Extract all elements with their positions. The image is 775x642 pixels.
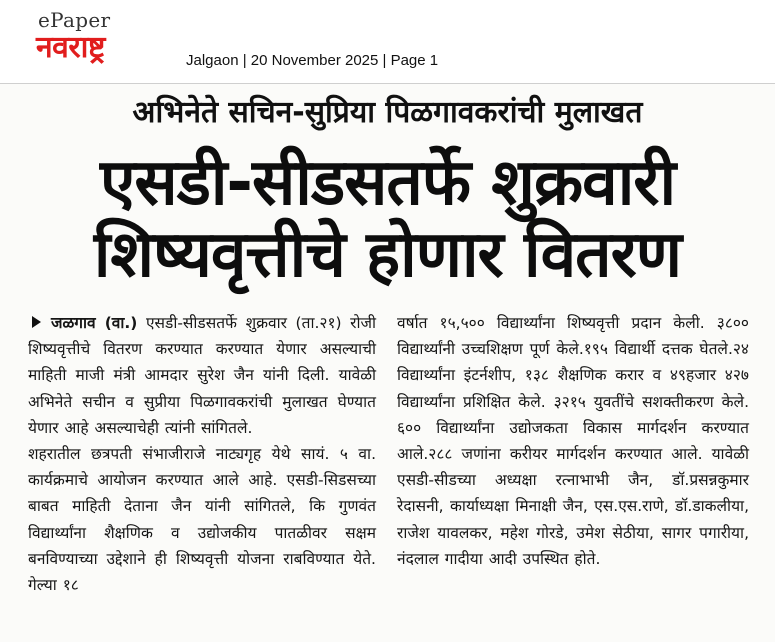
dateline: जळगाव (वा.) bbox=[51, 314, 138, 332]
paragraph: शहरातील छत्रपती संभाजीराजे नाट्यगृह येथे सायं. ५ वा. कार्यक्रमाचे आयोजन करण्यात आले आहे. एसडी-सिडसच्या बाबत माहिती देताना जैन यांनी सांगितले, कि गुणवंत विद्यार्थ्यांना शैक्षणिक व उद्योजकीय पातळीवर सक्षम बनविण्याच्या उद्देशाने ही शिष्यवृत्ती योजना राबविण्यात येते. गेल्या १८ bbox=[28, 445, 376, 595]
article-column-right bbox=[397, 310, 749, 572]
article-kicker: अभिनेते सचिन-सुप्रिया पिळगावकरांची मुलाखत bbox=[132, 95, 643, 130]
headline-line-1: एसडी-सीडसतर्फे शुक्रवारी bbox=[99, 146, 676, 220]
triangle-right-icon bbox=[32, 316, 41, 328]
news-clipping bbox=[0, 84, 775, 642]
paragraph: वर्षात १५,५०० विद्यार्थ्यांना शिष्यवृत्ती प्रदान केली. ३८०० विद्यार्थ्यांनी उच्चशिक्षण पूर्ण केले.१९५ विद्यार्थी दत्तक घेतले.२४ विद्यार्थ्यांना इंटर्नशीप, १३८ शैक्षणिक करार व ४९हजार ४२७ विद्यार्थ्यांना प्रशिक्षित केले. ३२१५ युवतींचे सशक्तीकरण केले. ६०० विद्यार्थ्यांना उद्योजकता विकास मार्गदर्शन करण्यात आले.२८८ जणांना करीयर मार्गदर्शन करण्यात आले. यावेळी एसडी-सीडच्या अध्यक्षा रत्नाभाभी जैन, डॉ.प्रसन्नकुमार रेदासनी, कार्याध्यक्षा मिनाक्षी जैन, एस.एस.राणे, डॉ.डाकलीया, राजेश यावलकर, महेश गोरडे, उमेश सेठीया, सागर पगारीया, नंदलाल गादीया आदी उपस्थित होते. bbox=[397, 314, 749, 568]
edition-info: Jalgaon | 20 November 2025 | Page 1 bbox=[186, 52, 439, 69]
paragraph bbox=[28, 310, 376, 441]
paragraph-text: एसडी-सीडसतर्फे शुक्रवार (ता.२१) रोजी शिष्यवृत्तीचे वितरण करण्यात करण्यात येणार असल्याची माहिती माजी मंत्री आमदार सुरेश जैन यांनी दिली. यावेळी अभिनेते सचीन व सुप्रीया पिळगावकरांची मुलाखत घेण्यात येणार आहे असल्याचेही त्यांनी सांगितले. bbox=[28, 314, 376, 437]
navarashtra-logo[interactable]: नवराष्ट्र bbox=[36, 30, 105, 65]
epaper-label: ePaper bbox=[38, 8, 111, 32]
headline-line-2: शिष्यवृत्तीचे होणार वितरण bbox=[93, 218, 682, 292]
page-header bbox=[0, 0, 775, 84]
article-column-left bbox=[28, 310, 376, 598]
